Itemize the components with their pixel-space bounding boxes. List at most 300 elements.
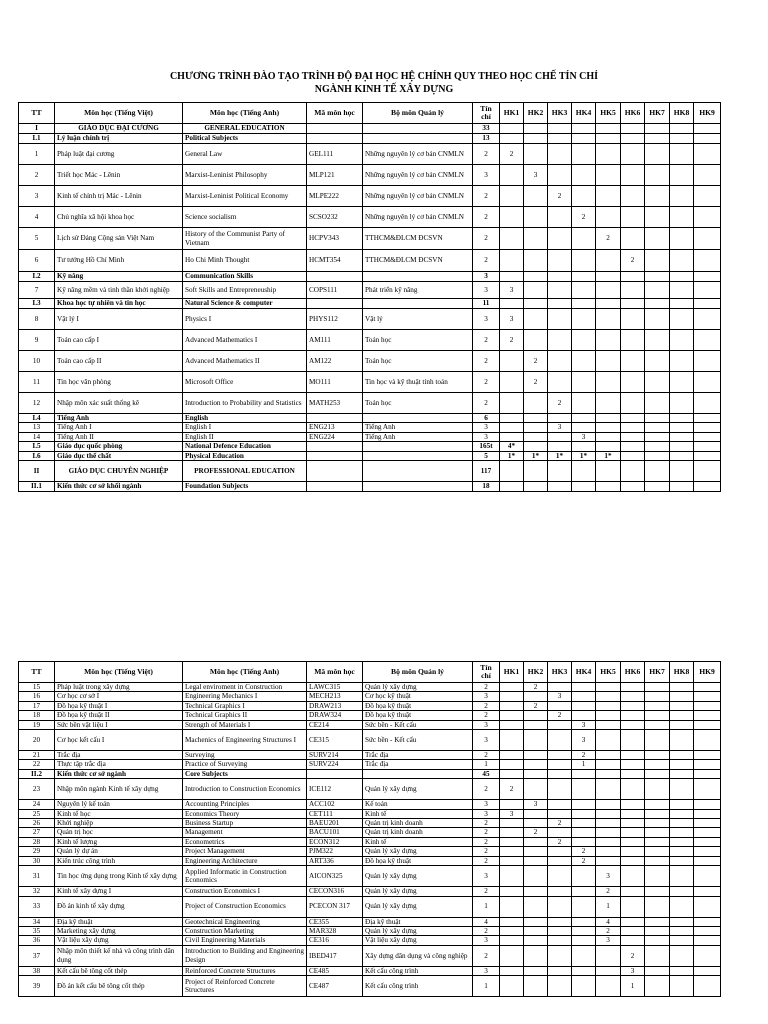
cell-course-vn: Giáo dục quốc phòng <box>55 442 183 451</box>
cell-hk8 <box>670 134 694 144</box>
cell-hk4 <box>572 414 596 423</box>
cell-hk6 <box>621 779 645 800</box>
cell-hk8 <box>670 692 694 701</box>
cell-dept: Địa kỹ thuật <box>363 917 473 926</box>
cell-hk2 <box>524 936 548 945</box>
cell-hk2 <box>524 250 548 272</box>
cell-tt: 25 <box>19 809 55 818</box>
cell-hk5 <box>596 351 621 372</box>
cell-credits: 2 <box>473 926 500 935</box>
cell-hk5 <box>596 847 621 856</box>
cell-hk5 <box>596 730 621 751</box>
cell-hk6 <box>621 482 645 492</box>
cell-hk9 <box>694 282 721 299</box>
cell-hk7 <box>645 847 670 856</box>
section-row <box>19 461 721 482</box>
column-header: Bộ môn Quản lý <box>363 103 473 124</box>
column-header: HK4 <box>572 662 596 683</box>
cell-dept: Những nguyên lý cơ bản CNMLN <box>363 144 473 165</box>
cell-credits: 5 <box>473 451 500 460</box>
cell-hk5 <box>596 837 621 846</box>
cell-hk6 <box>621 856 645 865</box>
cell-dept: Quản lý xây dựng <box>363 887 473 896</box>
cell-hk7 <box>645 134 670 144</box>
cell-hk3 <box>548 432 572 441</box>
cell-hk1 <box>500 372 524 393</box>
column-header: HK9 <box>694 103 721 124</box>
cell-code: BAEU201 <box>307 819 363 828</box>
cell-hk3: 2 <box>548 819 572 828</box>
cell-dept: Xây dựng dân dụng và công nghiệp <box>363 945 473 966</box>
cell-credits: 3 <box>473 866 500 887</box>
cell-hk1 <box>500 720 524 729</box>
cell-credits: 3 <box>473 936 500 945</box>
cell-dept: Quản lý xây dựng <box>363 847 473 856</box>
table-row <box>19 701 721 710</box>
section-row <box>19 124 721 134</box>
cell-hk1 <box>500 800 524 809</box>
table-row <box>19 800 721 809</box>
cell-credits: 2 <box>473 751 500 760</box>
cell-hk7 <box>645 165 670 186</box>
cell-course-en: Economics Theory <box>183 809 307 818</box>
cell-hk2: 2 <box>524 701 548 710</box>
cell-code: HCMT354 <box>307 250 363 272</box>
cell-hk5: 2 <box>596 926 621 935</box>
cell-hk2 <box>524 809 548 818</box>
cell-hk8 <box>670 432 694 441</box>
cell-credits: 2 <box>473 351 500 372</box>
cell-hk8 <box>670 800 694 809</box>
cell-code: AM111 <box>307 330 363 351</box>
cell-tt: 33 <box>19 896 55 917</box>
cell-hk4 <box>572 442 596 451</box>
cell-hk9 <box>694 828 721 837</box>
cell-dept: Trắc địa <box>363 760 473 769</box>
cell-course-en: Machenics of Engineering Structures I <box>183 730 307 751</box>
cell-hk8 <box>670 282 694 299</box>
cell-code <box>307 134 363 144</box>
cell-tt: 5 <box>19 228 55 250</box>
cell-hk7 <box>645 250 670 272</box>
cell-hk1 <box>500 966 524 975</box>
column-header: TT <box>19 662 55 683</box>
cell-hk8 <box>670 760 694 769</box>
cell-course-en: Practice of Surveying <box>183 760 307 769</box>
cell-credits: 45 <box>473 769 500 778</box>
cell-hk5 <box>596 330 621 351</box>
cell-hk9 <box>694 144 721 165</box>
cell-hk7 <box>645 730 670 751</box>
cell-hk8 <box>670 751 694 760</box>
cell-hk9 <box>694 711 721 720</box>
cell-hk9 <box>694 936 721 945</box>
cell-code: DRAW213 <box>307 701 363 710</box>
cell-hk2: 3 <box>524 800 548 809</box>
cell-hk2 <box>524 299 548 309</box>
cell-hk4 <box>572 282 596 299</box>
cell-tt: 22 <box>19 760 55 769</box>
cell-hk5: 3 <box>596 936 621 945</box>
cell-hk3: 2 <box>548 393 572 414</box>
cell-course-en: Microsoft Office <box>183 372 307 393</box>
cell-hk8 <box>670 819 694 828</box>
section-row <box>19 272 721 282</box>
cell-tt: 7 <box>19 282 55 299</box>
cell-tt: 3 <box>19 186 55 207</box>
cell-hk5 <box>596 414 621 423</box>
cell-course-vn: Marketing xây dựng <box>55 926 183 935</box>
cell-hk4 <box>572 330 596 351</box>
cell-hk1: 2 <box>500 779 524 800</box>
cell-course-vn: Đồ án kết cấu bê tông cốt thép <box>55 976 183 997</box>
document-title: CHƯƠNG TRÌNH ĐÀO TẠO TRÌNH ĐỘ ĐẠI HỌC HỆ CHÍNH QUY THEO HỌC CHẾ TÍN CHỈ <box>169 71 599 82</box>
cell-course-vn: Pháp luật trong xây dựng <box>55 683 183 692</box>
table-header-row <box>19 103 721 124</box>
cell-credits: 2 <box>473 701 500 710</box>
cell-hk8 <box>670 926 694 935</box>
cell-hk9 <box>694 945 721 966</box>
cell-code: PJM322 <box>307 847 363 856</box>
cell-hk4: 3 <box>572 432 596 441</box>
cell-hk7 <box>645 945 670 966</box>
cell-credits: 11 <box>473 299 500 309</box>
cell-hk5 <box>596 442 621 451</box>
cell-course-vn: Cơ học kết cấu I <box>55 730 183 751</box>
cell-hk5 <box>596 309 621 330</box>
cell-code: ECON312 <box>307 837 363 846</box>
cell-course-vn: Nhập môn thiết kế nhà và công trình dân dụng <box>55 945 183 966</box>
cell-hk1 <box>500 683 524 692</box>
cell-hk2 <box>524 711 548 720</box>
cell-hk6 <box>621 393 645 414</box>
cell-course-en: Project Management <box>183 847 307 856</box>
cell-hk2 <box>524 779 548 800</box>
cell-hk8 <box>670 966 694 975</box>
cell-dept: Kinh tế <box>363 809 473 818</box>
cell-hk6 <box>621 309 645 330</box>
cell-code <box>307 299 363 309</box>
cell-credits: 3 <box>473 282 500 299</box>
cell-hk7 <box>645 423 670 432</box>
cell-credits: 3 <box>473 423 500 432</box>
cell-dept: Sức bền - Kết cấu <box>363 720 473 729</box>
cell-tt: 34 <box>19 917 55 926</box>
cell-hk5 <box>596 432 621 441</box>
cell-hk9 <box>694 701 721 710</box>
curriculum-table-2 <box>18 661 721 997</box>
cell-course-vn: Chủ nghĩa xã hội khoa học <box>55 207 183 228</box>
table-row <box>19 282 721 299</box>
cell-credits: 3 <box>473 720 500 729</box>
table-row <box>19 711 721 720</box>
cell-hk1 <box>500 976 524 997</box>
cell-hk5 <box>596 683 621 692</box>
cell-dept: Tiếng Anh <box>363 432 473 441</box>
cell-hk5 <box>596 124 621 134</box>
cell-hk2 <box>524 442 548 451</box>
cell-credits: 2 <box>473 711 500 720</box>
table-body <box>19 124 721 492</box>
cell-hk2 <box>524 124 548 134</box>
cell-hk6 <box>621 936 645 945</box>
cell-hk8 <box>670 272 694 282</box>
cell-hk4 <box>572 701 596 710</box>
cell-hk6 <box>621 432 645 441</box>
cell-hk3 <box>548 866 572 887</box>
table-row <box>19 423 721 432</box>
cell-hk4 <box>572 837 596 846</box>
cell-course-en: Construction Economics I <box>183 887 307 896</box>
cell-credits: 2 <box>473 819 500 828</box>
cell-course-en: Physics I <box>183 309 307 330</box>
cell-hk1 <box>500 769 524 778</box>
cell-hk6 <box>621 701 645 710</box>
cell-hk3 <box>548 330 572 351</box>
cell-code: MECH213 <box>307 692 363 701</box>
cell-hk5: 3 <box>596 866 621 887</box>
cell-dept: Vật liệu xây dựng <box>363 936 473 945</box>
cell-credits: 2 <box>473 847 500 856</box>
cell-hk8 <box>670 887 694 896</box>
table-row <box>19 917 721 926</box>
cell-dept: Đồ họa kỹ thuật <box>363 711 473 720</box>
cell-code: IBED417 <box>307 945 363 966</box>
cell-hk4: 2 <box>572 751 596 760</box>
cell-hk6 <box>621 144 645 165</box>
cell-hk2 <box>524 692 548 701</box>
column-header: Môn học (Tiếng Việt) <box>55 662 183 683</box>
cell-hk3 <box>548 856 572 865</box>
cell-hk4 <box>572 976 596 997</box>
cell-hk4: 2 <box>572 847 596 856</box>
table-row <box>19 144 721 165</box>
cell-course-vn: Kinh tế học <box>55 809 183 818</box>
cell-course-vn: Triết học Mác - Lênin <box>55 165 183 186</box>
cell-code: CECON316 <box>307 887 363 896</box>
column-header: HK3 <box>548 662 572 683</box>
cell-hk8 <box>670 372 694 393</box>
cell-code <box>307 124 363 134</box>
cell-hk9 <box>694 720 721 729</box>
cell-credits: 2 <box>473 837 500 846</box>
column-header: HK4 <box>572 103 596 124</box>
cell-hk4 <box>572 683 596 692</box>
cell-hk1: 3 <box>500 282 524 299</box>
column-header: HK9 <box>694 662 721 683</box>
cell-hk9 <box>694 976 721 997</box>
cell-course-vn: Thực tập trắc địa <box>55 760 183 769</box>
table-row <box>19 393 721 414</box>
cell-course-en: Project of Construction Economics <box>183 896 307 917</box>
cell-hk7 <box>645 896 670 917</box>
cell-hk3 <box>548 351 572 372</box>
cell-hk2 <box>524 272 548 282</box>
cell-hk2 <box>524 330 548 351</box>
cell-course-en: Advanced Mathematics II <box>183 351 307 372</box>
cell-course-en: Legal enviroment in Construction <box>183 683 307 692</box>
cell-hk6 <box>621 711 645 720</box>
cell-hk1: 3 <box>500 809 524 818</box>
cell-hk4: 2 <box>572 856 596 865</box>
cell-hk4: 3 <box>572 730 596 751</box>
cell-dept: Quản lý xây dựng <box>363 896 473 917</box>
cell-hk7 <box>645 711 670 720</box>
cell-hk4 <box>572 896 596 917</box>
column-header: Bộ môn Quản lý <box>363 662 473 683</box>
cell-hk4 <box>572 887 596 896</box>
cell-hk2 <box>524 887 548 896</box>
table-row <box>19 945 721 966</box>
cell-hk5: 1 <box>596 896 621 917</box>
cell-hk6: 2 <box>621 250 645 272</box>
cell-hk1: 1* <box>500 451 524 460</box>
cell-hk1: 2 <box>500 330 524 351</box>
cell-tt: I.5 <box>19 442 55 451</box>
cell-hk4 <box>572 124 596 134</box>
cell-course-en: Science socialism <box>183 207 307 228</box>
cell-dept: Cơ học kỹ thuật <box>363 692 473 701</box>
cell-tt: 2 <box>19 165 55 186</box>
cell-course-vn: Lịch sử Đảng Cộng sản Việt Nam <box>55 228 183 250</box>
table-row <box>19 720 721 729</box>
cell-hk9 <box>694 461 721 482</box>
cell-course-en: Reinforced Concrete Structures <box>183 966 307 975</box>
cell-hk5: 4 <box>596 917 621 926</box>
cell-tt: II.1 <box>19 482 55 492</box>
cell-hk5 <box>596 393 621 414</box>
cell-hk6 <box>621 917 645 926</box>
cell-hk1 <box>500 828 524 837</box>
cell-hk3 <box>548 800 572 809</box>
cell-hk7 <box>645 351 670 372</box>
cell-hk6 <box>621 299 645 309</box>
cell-hk8 <box>670 144 694 165</box>
cell-course-en: Soft Skills and Entrepreneuship <box>183 282 307 299</box>
cell-tt: 12 <box>19 393 55 414</box>
cell-hk5 <box>596 299 621 309</box>
cell-code: PHYS112 <box>307 309 363 330</box>
cell-hk9 <box>694 917 721 926</box>
cell-tt: I.6 <box>19 451 55 460</box>
cell-hk1 <box>500 917 524 926</box>
column-header: Mã môn học <box>307 103 363 124</box>
cell-tt: 39 <box>19 976 55 997</box>
cell-hk2 <box>524 819 548 828</box>
cell-hk3 <box>548 917 572 926</box>
cell-tt: 6 <box>19 250 55 272</box>
cell-credits: 13 <box>473 134 500 144</box>
cell-course-en: Accounting Principles <box>183 800 307 809</box>
column-header: HK5 <box>596 103 621 124</box>
cell-hk1 <box>500 461 524 482</box>
table-header-row <box>19 662 721 683</box>
cell-code <box>307 769 363 778</box>
cell-credits: 3 <box>473 966 500 975</box>
cell-hk1 <box>500 751 524 760</box>
cell-dept: Quản lý xây dựng <box>363 926 473 935</box>
cell-course-en: GENERAL EDUCATION <box>183 124 307 134</box>
cell-tt: 14 <box>19 432 55 441</box>
section-row <box>19 451 721 460</box>
cell-dept: Toán học <box>363 351 473 372</box>
cell-tt: 32 <box>19 887 55 896</box>
cell-hk3 <box>548 282 572 299</box>
cell-hk3 <box>548 372 572 393</box>
cell-tt: 30 <box>19 856 55 865</box>
cell-hk4: 1 <box>572 760 596 769</box>
cell-tt: I.4 <box>19 414 55 423</box>
table-row <box>19 730 721 751</box>
cell-course-vn: Toán cao cấp I <box>55 330 183 351</box>
column-header: HK2 <box>524 662 548 683</box>
cell-hk6 <box>621 451 645 460</box>
cell-dept: Những nguyên lý cơ bản CNMLN <box>363 207 473 228</box>
cell-hk4 <box>572 134 596 144</box>
cell-hk2 <box>524 917 548 926</box>
cell-dept: Quản lý xây dựng <box>363 779 473 800</box>
cell-course-en: PROFESSIONAL EDUCATION <box>183 461 307 482</box>
cell-hk2 <box>524 769 548 778</box>
cell-tt: 27 <box>19 828 55 837</box>
cell-hk8 <box>670 730 694 751</box>
cell-hk5: 1* <box>596 451 621 460</box>
cell-hk3 <box>548 769 572 778</box>
cell-hk5 <box>596 828 621 837</box>
cell-credits: 2 <box>473 372 500 393</box>
cell-tt: 23 <box>19 779 55 800</box>
cell-course-vn: Địa kỹ thuật <box>55 917 183 926</box>
cell-hk2 <box>524 896 548 917</box>
cell-hk5 <box>596 809 621 818</box>
cell-course-en: Strength of Materials I <box>183 720 307 729</box>
cell-hk2 <box>524 432 548 441</box>
cell-hk2 <box>524 847 548 856</box>
cell-code: CE214 <box>307 720 363 729</box>
cell-hk3 <box>548 299 572 309</box>
cell-hk7 <box>645 976 670 997</box>
cell-hk4: 2 <box>572 207 596 228</box>
cell-hk8 <box>670 228 694 250</box>
cell-code: PCECON 317 <box>307 896 363 917</box>
cell-course-en: Natural Science & computer <box>183 299 307 309</box>
cell-hk7 <box>645 372 670 393</box>
cell-hk4 <box>572 351 596 372</box>
cell-course-vn: Kinh tế lượng <box>55 837 183 846</box>
cell-dept: Toán học <box>363 393 473 414</box>
cell-hk6 <box>621 751 645 760</box>
cell-course-en: Introduction to Construction Economics <box>183 779 307 800</box>
cell-hk2 <box>524 866 548 887</box>
cell-hk8 <box>670 711 694 720</box>
cell-code: GEL111 <box>307 144 363 165</box>
cell-hk7 <box>645 414 670 423</box>
cell-course-vn: Nguyên lý kế toán <box>55 800 183 809</box>
cell-hk9 <box>694 683 721 692</box>
cell-hk5 <box>596 856 621 865</box>
cell-hk7 <box>645 451 670 460</box>
cell-code: ICE112 <box>307 779 363 800</box>
cell-hk4 <box>572 926 596 935</box>
cell-hk6 <box>621 272 645 282</box>
cell-hk3 <box>548 207 572 228</box>
cell-hk7 <box>645 393 670 414</box>
section-row <box>19 134 721 144</box>
cell-hk7 <box>645 966 670 975</box>
cell-hk9 <box>694 165 721 186</box>
cell-hk1 <box>500 896 524 917</box>
cell-hk1 <box>500 432 524 441</box>
